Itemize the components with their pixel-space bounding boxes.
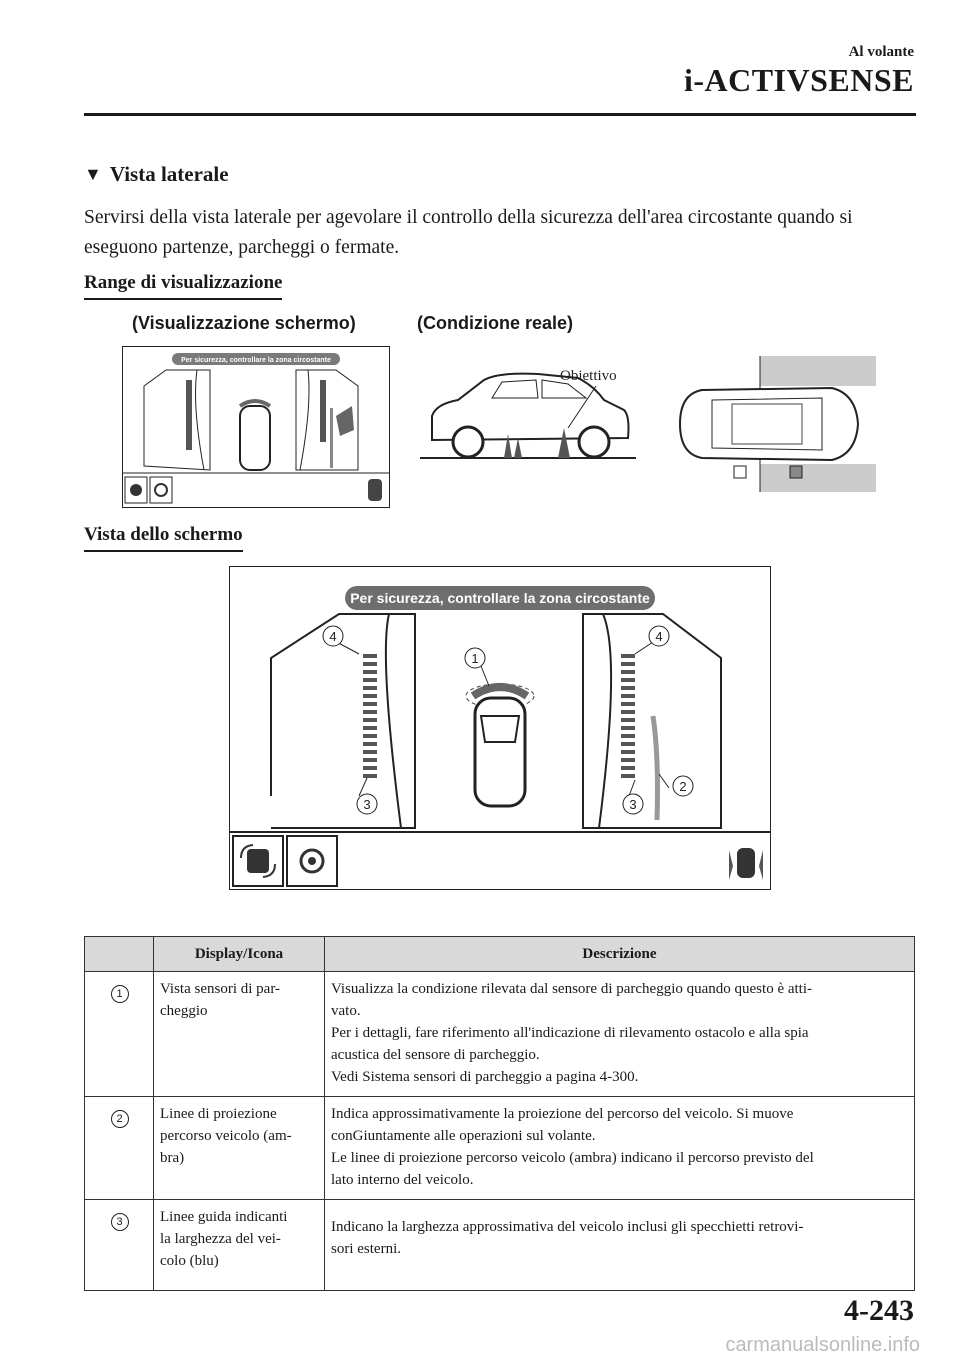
label-real: (Condizione reale) bbox=[417, 313, 574, 333]
table-row bbox=[85, 1200, 915, 1291]
header-description: Descrizione bbox=[325, 937, 915, 972]
row-number: 2 bbox=[111, 1110, 129, 1128]
row-number: 1 bbox=[111, 985, 129, 1003]
car-side-figure bbox=[418, 358, 638, 462]
screen-view-title: Vista dello schermo bbox=[84, 524, 243, 548]
large-screen-figure bbox=[229, 566, 771, 890]
page-number: 4-243 bbox=[844, 1294, 914, 1327]
intro-paragraph: Servirsi della vista laterale per agevolare il controllo della sicurezza dell'area circostante quando si eseguono partenze, parcheggi o fermate. bbox=[84, 207, 853, 258]
row-description: Visualizza la condizione rilevata dal sensore di parcheggio quando questo è atti- vato. Per i dettagli, fare riferimento all'indicazione di rilevamento ostacolo e alla spia acustica del sensore di parcheggio. Vedi Sistema sensori di parcheggio a pagina 4-300. bbox=[325, 972, 915, 1097]
table-row bbox=[85, 1097, 915, 1200]
row-icon-name: Vista sensori di par- cheggio bbox=[154, 972, 325, 1097]
header-num bbox=[85, 937, 154, 972]
small-screen-figure bbox=[122, 346, 390, 508]
header-icon: Display/Icona bbox=[154, 937, 325, 972]
row-icon-name: Linee di proiezione percorso veicolo (am- bra) bbox=[154, 1097, 325, 1200]
table-row bbox=[85, 972, 915, 1097]
small-banner-text: Per sicurezza, controllare la zona circostante bbox=[181, 357, 331, 364]
triangle-bullet-icon: ▼ bbox=[84, 164, 102, 184]
header-rule bbox=[84, 113, 916, 116]
callout-1: 1 bbox=[471, 651, 479, 666]
range-title: Range di visualizzazione bbox=[84, 272, 282, 296]
watermark: carmanualsonline.info bbox=[725, 1334, 920, 1356]
callout-2: 2 bbox=[679, 779, 687, 794]
label-screen: (Visualizzazione schermo) bbox=[132, 313, 356, 333]
callout-3-right: 3 bbox=[629, 797, 637, 812]
callout-4-right: 4 bbox=[655, 629, 663, 644]
row-description: Indicano la larghezza approssimativa del veicolo inclusi gli specchietti retrovi- sori esterni. bbox=[325, 1200, 915, 1291]
chapter-title: Al volante bbox=[848, 44, 914, 60]
section-title: i-ACTIVSENSE bbox=[683, 62, 914, 98]
description-table bbox=[84, 936, 915, 1291]
row-description: Indica approssimativamente la proiezione del percorso del veicolo. Si muove conGiuntamente alle operazioni sul volante. Le linee di proiezione percorso veicolo (ambra) indicano il percorso previsto del lato interno del veicolo. bbox=[325, 1097, 915, 1200]
callout-3-left: 3 bbox=[363, 797, 371, 812]
row-icon-name: Linee guida indicanti la larghezza del vei- colo (blu) bbox=[154, 1200, 325, 1291]
callout-4-left: 4 bbox=[329, 629, 337, 644]
heading-text: Vista laterale bbox=[109, 162, 229, 186]
target-label: Obiettivo bbox=[560, 368, 617, 384]
subsection-heading bbox=[84, 162, 229, 187]
large-banner-text: Per sicurezza, controllare la zona circostante bbox=[350, 590, 650, 606]
row-number: 3 bbox=[111, 1213, 129, 1231]
car-top-figure bbox=[672, 354, 878, 494]
